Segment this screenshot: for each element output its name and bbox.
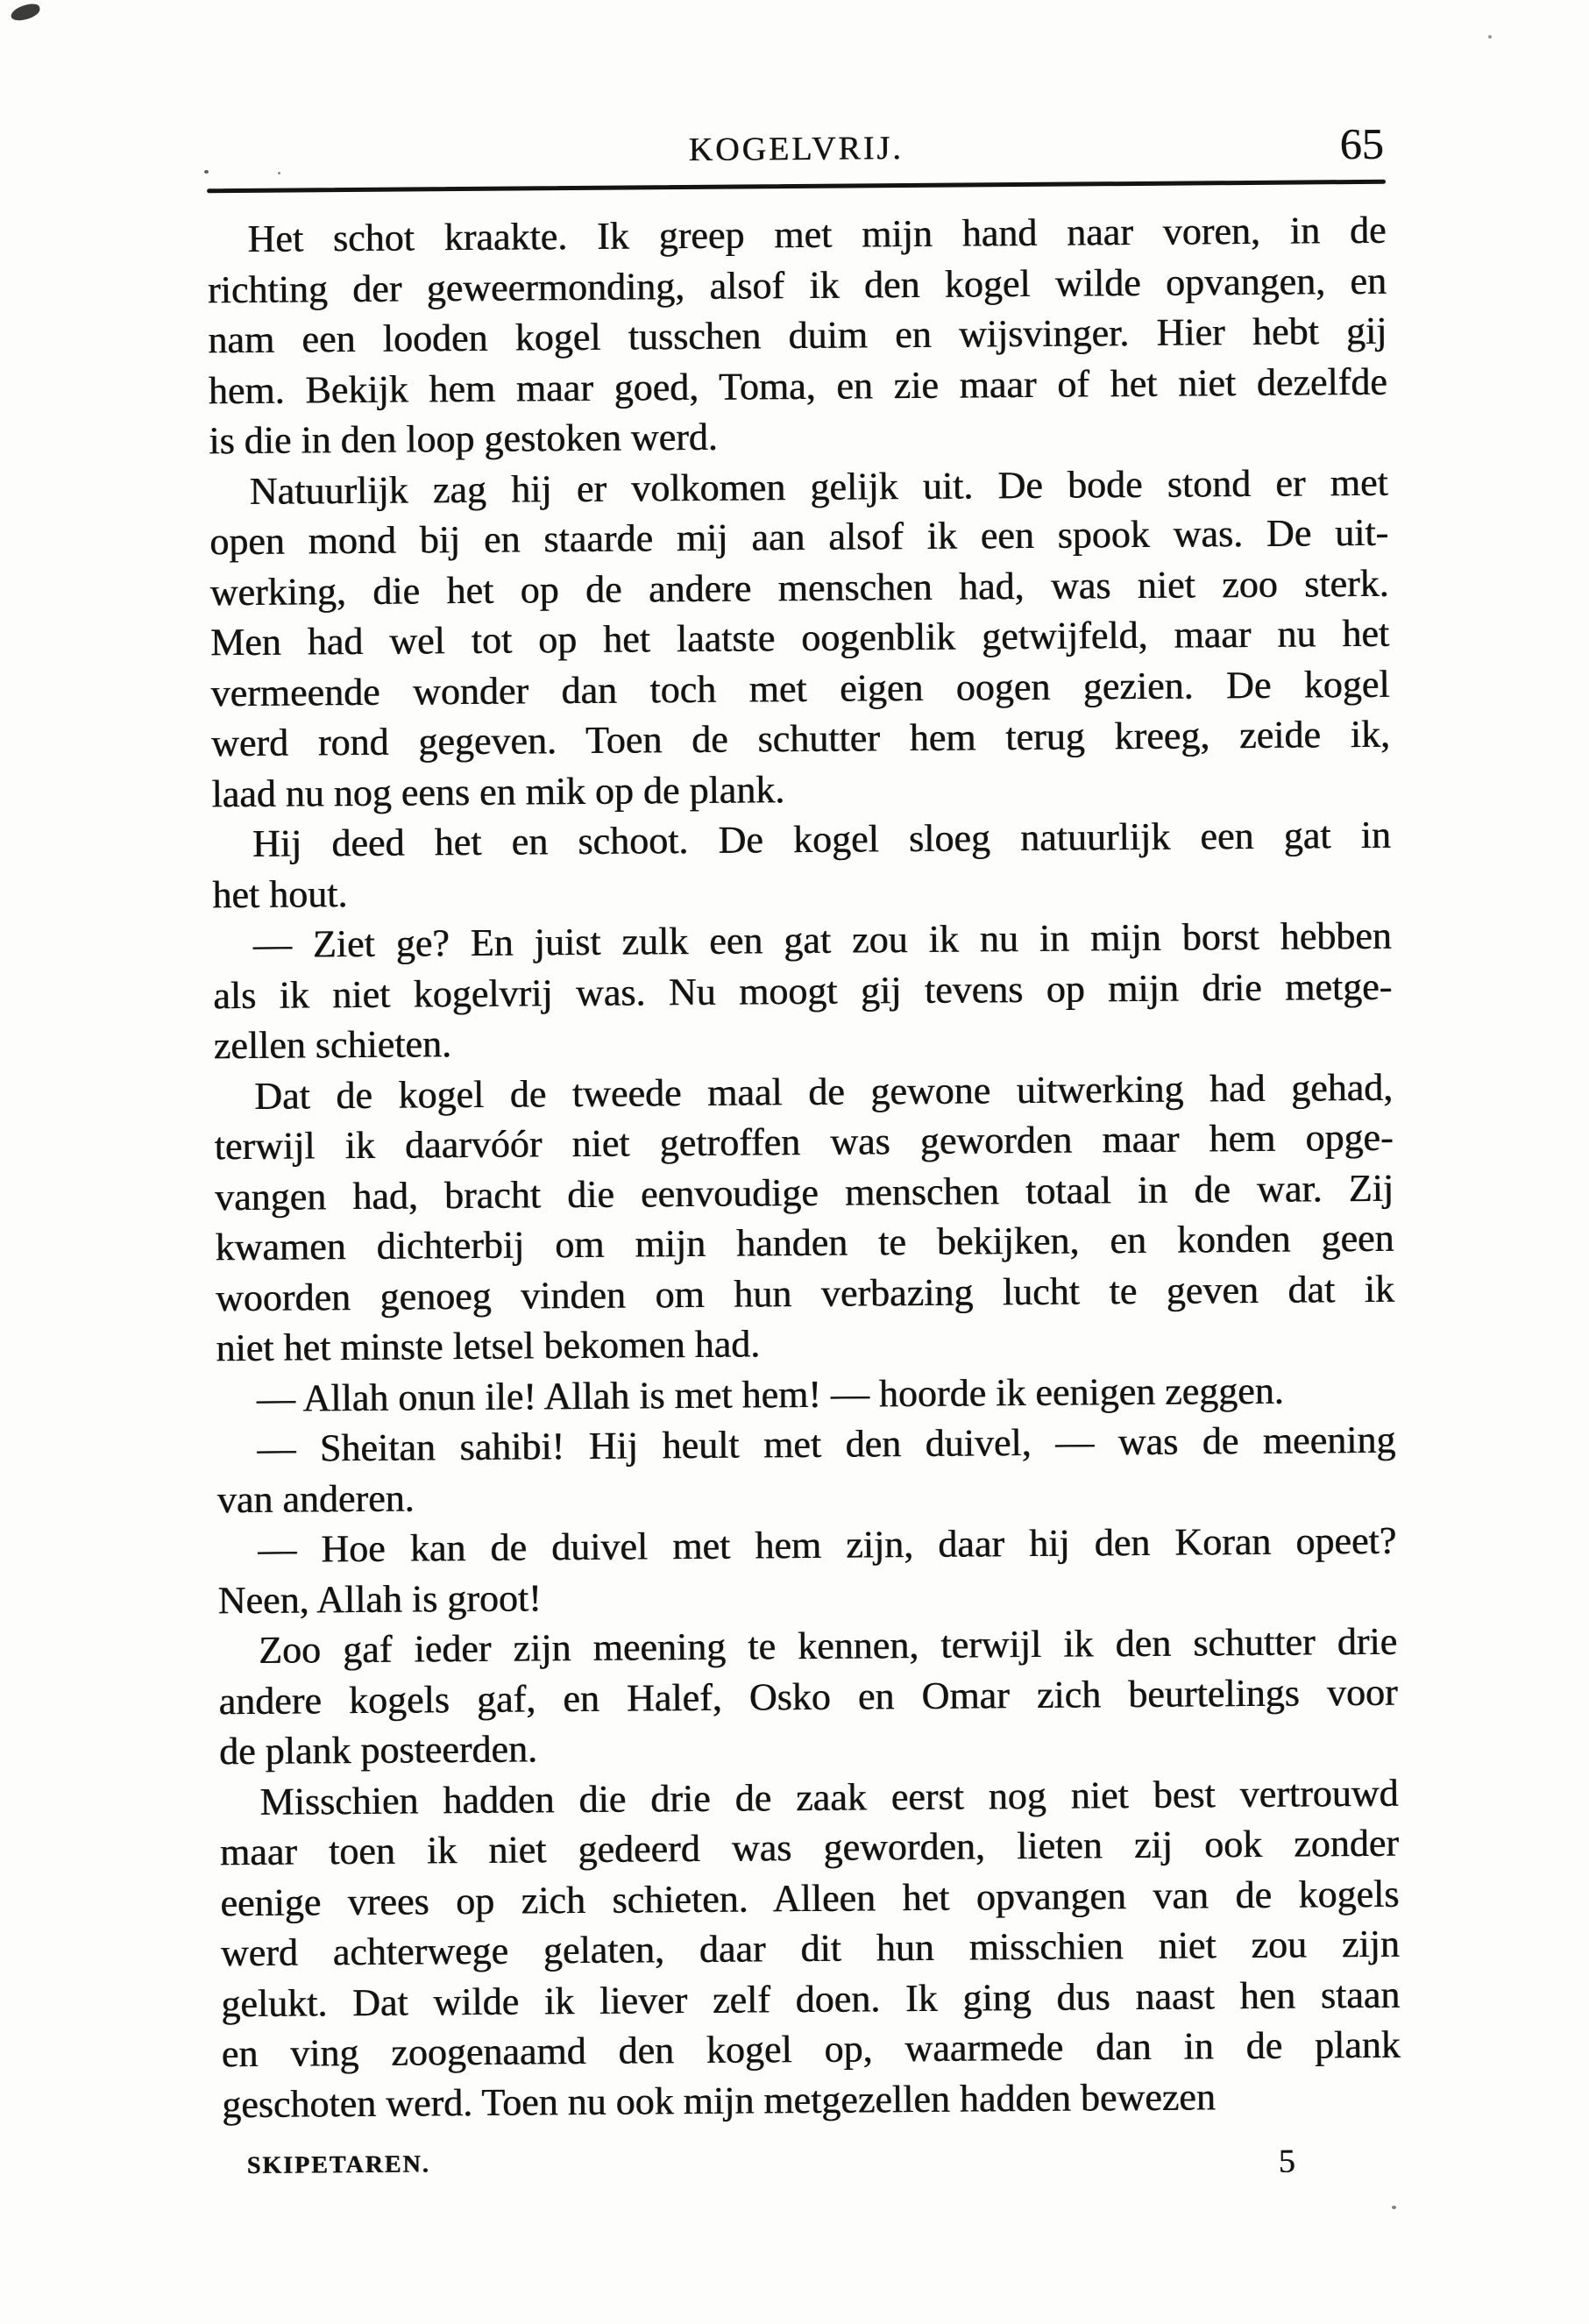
scan-speck xyxy=(1392,2206,1396,2209)
series-signature: SKIPETAREN. xyxy=(246,2150,430,2180)
text-line: als ik niet kogelvrij was. Nu moogt gij tevens op mijn drie metge- xyxy=(213,964,1393,1017)
paragraph xyxy=(209,457,1391,819)
paragraph xyxy=(217,1516,1397,1626)
text-line: gelukt. Dat wilde ik liever zelf doen. Ik ging dus naast hen staan xyxy=(221,1972,1401,2025)
page-number: 65 xyxy=(1339,118,1384,169)
text-line: vangen had, bracht die eenvoudige menschen totaal in de war. Zij xyxy=(214,1166,1394,1219)
text-line: is die in den loop gestoken werd. xyxy=(209,415,718,463)
text-line: werd rond gegeven. Toen de schutter hem terug kreeg, zeide ik, xyxy=(210,712,1391,765)
paragraph xyxy=(214,1062,1395,1374)
text-line: woorden genoeg vinden om hun verbazing lucht te geven dat ik xyxy=(215,1267,1395,1319)
text-line: — Sheitan sahibi! Hij heult met den duivel, — was de meening xyxy=(257,1418,1396,1470)
text-line: Neen, Allah is groot! xyxy=(217,1575,542,1622)
text-line: Hij deed het en schoot. De kogel sloeg natuurlijk een gat in xyxy=(252,813,1392,865)
text-line: hem. Bekijk hem maar goed, Toma, en zie maar of het niet dezelfde xyxy=(208,359,1388,412)
paragraph xyxy=(207,205,1387,466)
paragraph xyxy=(216,1415,1396,1525)
text-block xyxy=(207,118,1402,2214)
text-line: en ving zoogenaamd den kogel op, waarmede dan in de plank xyxy=(221,2022,1401,2076)
text-line: laad nu nog eens en mik op de plank. xyxy=(211,767,785,815)
text-line: niet het minste letsel bekomen had. xyxy=(216,1322,761,1370)
text-line: vermeende wonder dan toch met eigen oogen gezien. De kogel xyxy=(210,662,1390,714)
sheet-number: 5 xyxy=(1278,2143,1295,2180)
text-line: — Ziet ge? En juist zulk een gat zou ik nu in mijn borst hebben xyxy=(252,913,1393,966)
text-line: Zoo gaf ieder zijn meening te kennen, terwijl ik den schutter drie xyxy=(258,1619,1398,1672)
text-line: open mond bij en staarde mij aan alsof ik een spook was. De uit- xyxy=(209,510,1389,564)
text-line: geschoten werd. Toen nu ook mijn metgezellen hadden bewezen xyxy=(222,2074,1217,2126)
text-line: Het schot kraakte. Ik greep met mijn hand naar voren, in de xyxy=(247,208,1387,260)
text-line: — Hoe kan de duivel met hem zijn, daar hij den Koran opeet? xyxy=(258,1518,1397,1571)
text-line: richting der geweermonding, alsof ik den kogel wilde opvangen, en xyxy=(207,259,1387,311)
scan-speck xyxy=(10,2,42,23)
paragraph xyxy=(212,810,1392,920)
header-rule xyxy=(207,180,1386,194)
scan-speck xyxy=(1488,35,1492,39)
paragraph xyxy=(219,1767,1401,2129)
text-line: Men had wel tot op het laatste oogenblik getwijfeld, maar nu het xyxy=(209,611,1390,665)
text-line: werd achterwege gelaten, daar dit hun misschien niet zou zijn xyxy=(220,1922,1401,1975)
text-line: Misschien hadden die drie de zaak eerst nog niet best vertrouwd xyxy=(259,1771,1399,1823)
paragraph xyxy=(213,911,1393,1071)
text-line: werking, die het op de andere menschen had, was niet zoo sterk. xyxy=(209,561,1389,614)
text-line: eenige vrees op zich schieten. Alleen het opvangen van de kogels xyxy=(220,1872,1400,1924)
running-header-title: KOGELVRIJ. xyxy=(688,130,904,168)
text-line: andere kogels gaf, en Halef, Osko en Omar zich beurtelings voor xyxy=(218,1670,1398,1723)
text-line: nam een looden kogel tusschen duim en wijsvinger. Hier hebt gij xyxy=(208,309,1387,362)
text-line: van anderen. xyxy=(216,1475,415,1521)
text-line: Dat de kogel de tweede maal de gewone uitwerking had gehad, xyxy=(254,1065,1394,1118)
text-line: de plank posteerden. xyxy=(218,1727,538,1773)
text-line: — Allah onun ile! Allah is met hem! — hoorde ik eenigen zeggen. xyxy=(256,1368,1284,1420)
paragraph xyxy=(216,1364,1395,1424)
text-line: zellen schieten. xyxy=(213,1022,452,1068)
paragraph xyxy=(218,1617,1398,1777)
text-line: het hout. xyxy=(212,871,348,916)
text-line: kwamen dichterbij om mijn handen te bekijken, en konden geen xyxy=(215,1216,1394,1269)
text-line: terwijl ik daarvóór niet getroffen was geworden maar hem opge- xyxy=(214,1115,1394,1169)
text-line: Natuurlijk zag hij er volkomen gelijk uit. De bode stond er met xyxy=(249,460,1388,513)
body-text xyxy=(207,205,1401,2129)
text-line: maar toen ik niet gedeerd was geworden, lieten zij ook zonder xyxy=(219,1821,1400,1874)
